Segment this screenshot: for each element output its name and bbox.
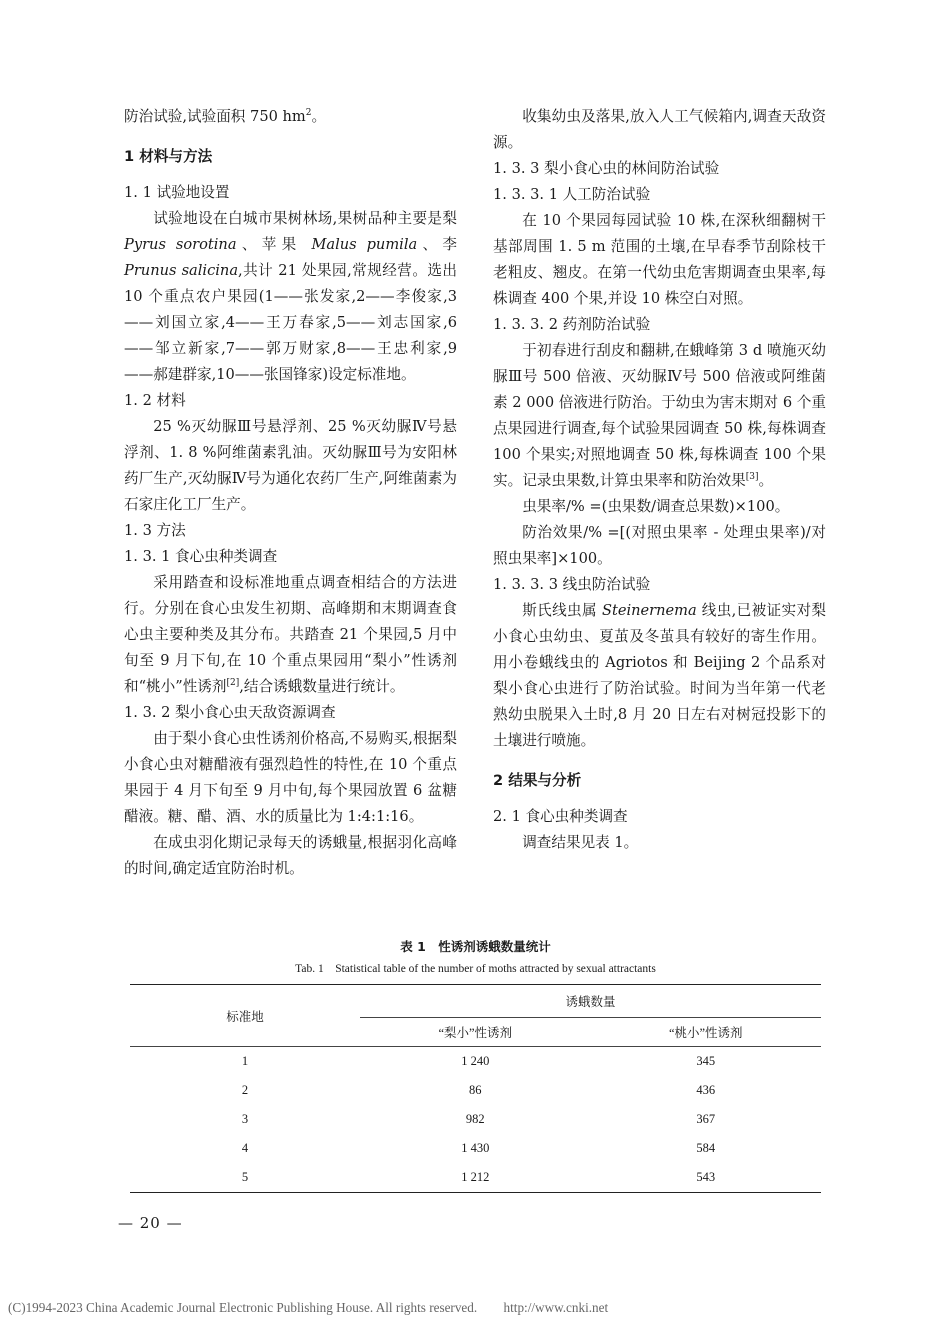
paragraph: 在成虫羽化期记录每天的诱蛾量,根据羽化高峰的时间,确定适宜防治时机。 [124, 834, 457, 877]
subsection-heading: 2. 1 食心虫种类调查 [493, 808, 628, 825]
paragraph: 25 %灭幼脲Ⅲ号悬浮剂、25 %灭幼脲Ⅳ号悬浮剂、1. 8 %阿维菌素乳油。灭幼脲Ⅲ号为安阳林药厂生产,灭幼脲Ⅳ号为通化农药厂生产,阿维菌素为石家庄化工厂生产。 [124, 418, 457, 513]
table-row: 2 86 436 [241, 1083, 716, 1097]
paragraph: 采用踏查和设标准地重点调查相结合的方法进行。分别在食心虫发生初期、高峰期和末期调查食心虫主要种类及其分布。共踏查 21 个果园,5 月中旬至 9 月下旬,在 10 个重点果园用“梨小”性诱剂和“桃小”性诱剂[2],结合诱蛾数量进行统计。 [124, 574, 457, 695]
subsection-heading: 1. 3. 1 食心虫种类调查 [124, 548, 278, 565]
copyright-footer: (C)1994-2023 China Academic Journal Electronic Publishing House. All rights reserved. http://www.cnki.net [8, 1300, 609, 1315]
citation-ref: [3] [745, 472, 759, 483]
subsection-heading: 1. 3. 2 梨小食心虫天敌资源调查 [124, 704, 336, 721]
paragraph: 试验地设在白城市果树林场,果树品种主要是梨 Pyrus sorotina、苹果 Malus pumila、李 Prunus salicina,共计 21 处果园,常规经营。选出 10 个重点农户果园(1——张发家,2——李俊家,3——刘国立家,4——王万春家,5——刘志国家,6——邹立新家,7——郭万财家,8——王忠利家,9——郝建群家,10——张国锋家)设定标准地。 [124, 210, 457, 383]
table-caption-cn: 表 1 性诱剂诱蛾数量统计 [400, 939, 551, 954]
left-column [124, 104, 457, 882]
data-table [130, 984, 821, 1193]
subsection-heading: 1. 1 试验地设置 [124, 184, 230, 201]
section-heading-materials: 1 材料与方法 [124, 148, 213, 165]
paragraph: 收集幼虫及落果,放入人工气候箱内,调查天敌资源。 [493, 108, 826, 151]
page-number: — 20 — [118, 1214, 183, 1232]
paragraph: 防治试验,试验面积 750 $hm^2$。 [124, 108, 327, 125]
citation-ref: [2] [226, 678, 240, 689]
col-header-peach: “桃小”性诱剂 [591, 1018, 822, 1047]
table-row: 4 1 430 584 [241, 1141, 716, 1155]
section-heading-results: 2 结果与分析 [493, 772, 582, 789]
subsection-heading: 1. 3 方法 [124, 522, 186, 539]
paragraph: 斯氏线虫属 Steinernema 线虫,已被证实对梨小食心虫幼虫、夏茧及冬茧具有较好的寄生作用。用小卷蛾线虫的 Agriotos 和 Beijing 2 个品系对梨小食心虫进行了防治试验。时间为当年第一代老熟幼虫脱果入土时,8 月 20 日左右对树冠投影下的土壤进行喷施。 [493, 602, 827, 749]
paragraph: 调查结果见表 1。 [522, 834, 639, 851]
subsection-heading: 1. 3. 3. 1 人工防治试验 [493, 186, 651, 203]
col-header-pear: “梨小”性诱剂 [360, 1018, 591, 1047]
col-header-group: 诱蛾数量 [360, 985, 821, 1018]
formula: 防治效果/% =[(对照虫果率 - 处理虫果率)/对照虫果率]×100。 [493, 524, 826, 567]
formula: 虫果率/% =(虫果数/调查总果数)×100。 [522, 498, 790, 515]
subsection-heading: 1. 3. 3 梨小食心虫的林间防治试验 [493, 160, 720, 177]
paragraph: 由于梨小食心虫性诱剂价格高,不易购买,根据梨小食心虫对糖醋液有强烈趋性的特性,在 10 个重点果园于 4 月下旬至 9 月中旬,每个果园放置 6 盆糖醋液。糖、醋、酒、水的质量比为 1:4:1:16。 [124, 730, 457, 825]
subsection-heading: 1. 2 材料 [124, 392, 186, 409]
subsection-heading: 1. 3. 3. 3 线虫防治试验 [493, 576, 651, 593]
table-row: 5 1 212 543 [130, 1163, 821, 1193]
table-row: 3 982 367 [241, 1112, 716, 1126]
col-header-plot: 标准地 [130, 985, 360, 1047]
table-row: 1 1 240 345 [241, 1054, 716, 1068]
table-1 [130, 938, 821, 1193]
table-caption-en: Tab. 1 Statistical table of the number of moths attracted by sexual attractants [295, 963, 656, 975]
paragraph: 于初春进行刮皮和翻耕,在蛾峰第 3 d 喷施灭幼脲Ⅲ号 500 倍液、灭幼脲Ⅳ号 500 倍液或阿维菌素 2 000 倍液进行防治。于幼虫为害末期对 6 个重点果园进行调查,每个试验果园调查 50 株,每株调查 100 个果实;对照地调查 50 株,每株调查 100 个果实。记录虫果数,计算虫果率和防治效果[3]。 [493, 342, 826, 489]
right-column [493, 104, 826, 856]
subsection-heading: 1. 3. 3. 2 药剂防治试验 [493, 316, 651, 333]
paragraph: 在 10 个果园每园试验 10 株,在深秋细翻树干基部周围 1. 5 m 范围的土壤,在早春季节刮除枝干老粗皮、翘皮。在第一代幼虫危害期调查虫果率,每株调查 400 个果,并设 10 株空白对照。 [493, 212, 826, 307]
